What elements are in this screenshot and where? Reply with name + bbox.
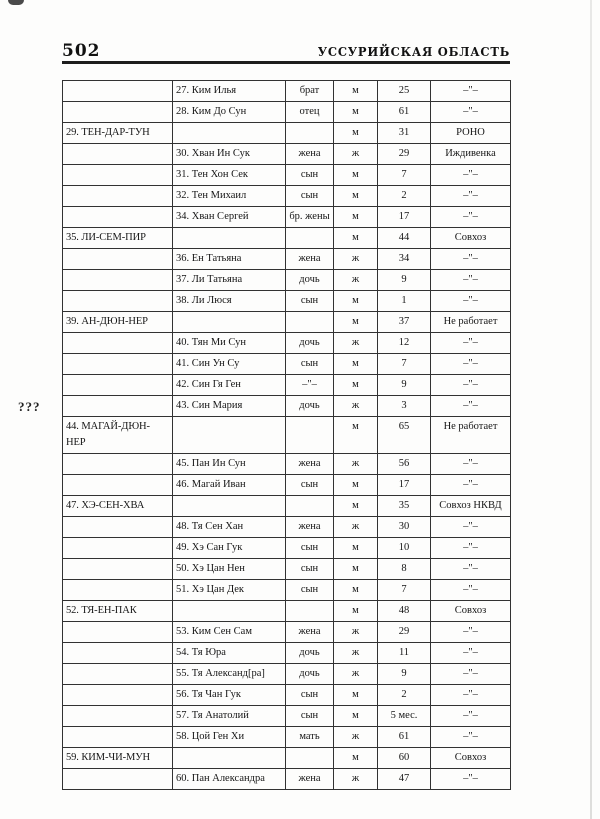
cell-name: [173, 748, 286, 769]
cell-name: 49. Хэ Сан Гук: [173, 538, 286, 559]
cell-status: Совхоз: [431, 748, 511, 769]
cell-status: –"–: [431, 249, 511, 270]
cell-relation: жена: [286, 454, 334, 475]
records-table-wrap: [62, 80, 510, 790]
table-row: [63, 475, 511, 496]
cell-family: [63, 685, 173, 706]
table-row: [63, 396, 511, 417]
cell-gender: ж: [334, 622, 378, 643]
cell-age: 37: [378, 312, 431, 333]
cell-age: 47: [378, 769, 431, 790]
cell-gender: м: [334, 706, 378, 727]
cell-gender: м: [334, 102, 378, 123]
cell-family: 44. МАГАЙ-ДЮН-НЕР: [63, 417, 173, 454]
cell-gender: м: [334, 165, 378, 186]
cell-relation: [286, 496, 334, 517]
table-row: [63, 375, 511, 396]
cell-age: 8: [378, 559, 431, 580]
cell-gender: м: [334, 186, 378, 207]
cell-gender: ж: [334, 249, 378, 270]
cell-status: –"–: [431, 706, 511, 727]
cell-age: 34: [378, 249, 431, 270]
cell-relation: сын: [286, 706, 334, 727]
cell-name: 34. Хван Сергей: [173, 207, 286, 228]
table-row: [63, 664, 511, 685]
cell-age: 65: [378, 417, 431, 454]
table-row: [63, 354, 511, 375]
cell-status: –"–: [431, 517, 511, 538]
cell-relation: –"–: [286, 375, 334, 396]
table-row: [63, 102, 511, 123]
cell-age: 35: [378, 496, 431, 517]
cell-family: [63, 333, 173, 354]
cell-relation: жена: [286, 622, 334, 643]
cell-age: 17: [378, 207, 431, 228]
table-row: [63, 165, 511, 186]
cell-status: –"–: [431, 270, 511, 291]
cell-age: 31: [378, 123, 431, 144]
cell-status: –"–: [431, 354, 511, 375]
cell-family: [63, 186, 173, 207]
margin-note: ???: [18, 399, 41, 414]
cell-age: 48: [378, 601, 431, 622]
cell-status: –"–: [431, 165, 511, 186]
cell-relation: дочь: [286, 270, 334, 291]
cell-gender: м: [334, 228, 378, 249]
cell-gender: ж: [334, 643, 378, 664]
cell-name: 55. Тя Александ[ра]: [173, 664, 286, 685]
cell-family: [63, 396, 173, 417]
cell-age: 61: [378, 102, 431, 123]
cell-status: Не работает: [431, 417, 511, 454]
cell-name: [173, 496, 286, 517]
cell-status: –"–: [431, 622, 511, 643]
cell-name: 38. Ли Люся: [173, 291, 286, 312]
cell-relation: сын: [286, 186, 334, 207]
cell-gender: м: [334, 685, 378, 706]
cell-age: 1: [378, 291, 431, 312]
cell-family: 59. КИМ-ЧИ-МУН: [63, 748, 173, 769]
cell-relation: [286, 748, 334, 769]
cell-gender: м: [334, 417, 378, 454]
cell-relation: жена: [286, 517, 334, 538]
table-row: [63, 207, 511, 228]
cell-relation: сын: [286, 559, 334, 580]
cell-age: 11: [378, 643, 431, 664]
cell-status: –"–: [431, 207, 511, 228]
records-table-body: [63, 81, 511, 790]
cell-family: 52. ТЯ-ЕН-ПАК: [63, 601, 173, 622]
cell-name: 27. Ким Илья: [173, 81, 286, 102]
cell-family: [63, 517, 173, 538]
cell-age: 61: [378, 727, 431, 748]
cell-family: [63, 291, 173, 312]
table-row: [63, 727, 511, 748]
cell-status: –"–: [431, 81, 511, 102]
cell-name: 43. Син Мария: [173, 396, 286, 417]
cell-status: –"–: [431, 643, 511, 664]
cell-gender: ж: [334, 769, 378, 790]
cell-status: –"–: [431, 727, 511, 748]
cell-gender: м: [334, 291, 378, 312]
cell-status: –"–: [431, 102, 511, 123]
cell-name: 31. Тен Хон Сек: [173, 165, 286, 186]
cell-age: 2: [378, 685, 431, 706]
cell-name: 42. Син Гя Ген: [173, 375, 286, 396]
cell-name: 46. Магай Иван: [173, 475, 286, 496]
cell-relation: жена: [286, 144, 334, 165]
cell-family: [63, 270, 173, 291]
cell-name: 40. Тян Ми Сун: [173, 333, 286, 354]
cell-gender: м: [334, 559, 378, 580]
cell-name: 56. Тя Чан Гук: [173, 685, 286, 706]
table-row: [63, 769, 511, 790]
table-row: [63, 312, 511, 333]
cell-relation: дочь: [286, 643, 334, 664]
cell-family: [63, 769, 173, 790]
cell-relation: жена: [286, 769, 334, 790]
cell-relation: [286, 228, 334, 249]
cell-name: [173, 601, 286, 622]
cell-name: 41. Син Ун Су: [173, 354, 286, 375]
cell-relation: дочь: [286, 664, 334, 685]
cell-gender: ж: [334, 333, 378, 354]
cell-relation: [286, 601, 334, 622]
cell-status: –"–: [431, 333, 511, 354]
cell-name: [173, 228, 286, 249]
cell-age: 60: [378, 748, 431, 769]
cell-name: [173, 312, 286, 333]
cell-age: 7: [378, 580, 431, 601]
cell-status: –"–: [431, 769, 511, 790]
cell-status: РОНО: [431, 123, 511, 144]
cell-age: 25: [378, 81, 431, 102]
cell-family: [63, 475, 173, 496]
cell-gender: ж: [334, 454, 378, 475]
table-row: [63, 643, 511, 664]
table-row: [63, 706, 511, 727]
table-row: [63, 81, 511, 102]
table-row: [63, 270, 511, 291]
cell-family: [63, 144, 173, 165]
cell-family: 39. АН-ДЮН-НЕР: [63, 312, 173, 333]
cell-age: 9: [378, 664, 431, 685]
cell-relation: сын: [286, 475, 334, 496]
cell-relation: жена: [286, 249, 334, 270]
cell-gender: ж: [334, 664, 378, 685]
cell-family: 29. ТЕН-ДАР-ТУН: [63, 123, 173, 144]
cell-age: 3: [378, 396, 431, 417]
cell-gender: м: [334, 475, 378, 496]
cell-name: [173, 417, 286, 454]
scan-artifact-page-edge: [590, 0, 592, 819]
cell-family: [63, 538, 173, 559]
cell-name: 53. Ким Сен Сам: [173, 622, 286, 643]
region-title: УССУРИЙСКАЯ ОБЛАСТЬ: [317, 44, 510, 60]
cell-family: [63, 643, 173, 664]
cell-gender: м: [334, 354, 378, 375]
cell-relation: сын: [286, 685, 334, 706]
table-row: [63, 144, 511, 165]
cell-status: –"–: [431, 580, 511, 601]
cell-age: 17: [378, 475, 431, 496]
cell-gender: ж: [334, 144, 378, 165]
cell-gender: м: [334, 580, 378, 601]
table-row: [63, 291, 511, 312]
page-header: [62, 41, 510, 61]
cell-status: Совхоз НКВД: [431, 496, 511, 517]
table-row: [63, 748, 511, 769]
cell-relation: сын: [286, 354, 334, 375]
cell-gender: ж: [334, 517, 378, 538]
cell-family: [63, 375, 173, 396]
cell-status: Иждивенка: [431, 144, 511, 165]
cell-gender: м: [334, 312, 378, 333]
cell-family: 47. ХЭ-СЕН-ХВА: [63, 496, 173, 517]
table-row: [63, 249, 511, 270]
cell-relation: дочь: [286, 333, 334, 354]
cell-family: 35. ЛИ-СЕМ-ПИР: [63, 228, 173, 249]
table-row: [63, 622, 511, 643]
table-row: [63, 601, 511, 622]
table-row: [63, 685, 511, 706]
cell-name: 57. Тя Анатолий: [173, 706, 286, 727]
cell-gender: м: [334, 601, 378, 622]
cell-status: –"–: [431, 664, 511, 685]
cell-name: [173, 123, 286, 144]
cell-family: [63, 81, 173, 102]
header-rule: [62, 61, 510, 64]
cell-age: 56: [378, 454, 431, 475]
cell-status: Не работает: [431, 312, 511, 333]
page-number: 502: [62, 41, 101, 61]
cell-gender: м: [334, 748, 378, 769]
cell-status: –"–: [431, 475, 511, 496]
table-row: [63, 559, 511, 580]
cell-family: [63, 706, 173, 727]
cell-family: [63, 454, 173, 475]
cell-name: 60. Пан Александра: [173, 769, 286, 790]
cell-family: [63, 727, 173, 748]
cell-relation: брат: [286, 81, 334, 102]
cell-age: 29: [378, 622, 431, 643]
cell-status: Совхоз: [431, 228, 511, 249]
cell-gender: м: [334, 538, 378, 559]
cell-age: 44: [378, 228, 431, 249]
cell-relation: дочь: [286, 396, 334, 417]
cell-family: [63, 249, 173, 270]
cell-status: –"–: [431, 685, 511, 706]
cell-status: –"–: [431, 396, 511, 417]
records-table: [62, 80, 511, 790]
cell-status: –"–: [431, 454, 511, 475]
cell-status: –"–: [431, 375, 511, 396]
cell-name: 36. Ен Татьяна: [173, 249, 286, 270]
cell-relation: [286, 312, 334, 333]
cell-gender: ж: [334, 727, 378, 748]
cell-age: 7: [378, 354, 431, 375]
table-row: [63, 123, 511, 144]
cell-name: 45. Пан Ин Сун: [173, 454, 286, 475]
table-row: [63, 454, 511, 475]
cell-age: 12: [378, 333, 431, 354]
cell-relation: [286, 123, 334, 144]
cell-gender: м: [334, 207, 378, 228]
cell-age: 7: [378, 165, 431, 186]
cell-gender: ж: [334, 270, 378, 291]
cell-relation: сын: [286, 291, 334, 312]
cell-age: 2: [378, 186, 431, 207]
table-row: [63, 333, 511, 354]
table-row: [63, 186, 511, 207]
cell-relation: сын: [286, 538, 334, 559]
table-row: [63, 538, 511, 559]
cell-relation: [286, 417, 334, 454]
cell-status: –"–: [431, 186, 511, 207]
table-row: [63, 580, 511, 601]
cell-status: Совхоз: [431, 601, 511, 622]
cell-gender: м: [334, 496, 378, 517]
cell-name: 58. Цой Ген Хи: [173, 727, 286, 748]
cell-name: 30. Хван Ин Сук: [173, 144, 286, 165]
cell-age: 5 мес.: [378, 706, 431, 727]
cell-status: –"–: [431, 559, 511, 580]
cell-family: [63, 622, 173, 643]
cell-name: 28. Ким До Сун: [173, 102, 286, 123]
cell-relation: отец: [286, 102, 334, 123]
cell-name: 37. Ли Татьяна: [173, 270, 286, 291]
cell-age: 9: [378, 375, 431, 396]
cell-name: 54. Тя Юра: [173, 643, 286, 664]
cell-relation: мать: [286, 727, 334, 748]
cell-gender: ж: [334, 396, 378, 417]
table-row: [63, 496, 511, 517]
cell-name: 50. Хэ Цан Нен: [173, 559, 286, 580]
cell-family: [63, 354, 173, 375]
cell-relation: бр. жены: [286, 207, 334, 228]
scan-artifact-corner: [8, 0, 24, 5]
table-row: [63, 517, 511, 538]
cell-family: [63, 102, 173, 123]
cell-status: –"–: [431, 538, 511, 559]
cell-name: 48. Тя Сен Хан: [173, 517, 286, 538]
cell-family: [63, 664, 173, 685]
cell-gender: м: [334, 375, 378, 396]
cell-family: [63, 207, 173, 228]
cell-name: 32. Тен Михаил: [173, 186, 286, 207]
cell-status: –"–: [431, 291, 511, 312]
cell-age: 9: [378, 270, 431, 291]
cell-gender: м: [334, 81, 378, 102]
cell-family: [63, 559, 173, 580]
cell-family: [63, 165, 173, 186]
cell-age: 30: [378, 517, 431, 538]
table-row: [63, 228, 511, 249]
cell-age: 10: [378, 538, 431, 559]
cell-gender: м: [334, 123, 378, 144]
table-row: [63, 417, 511, 454]
cell-name: 51. Хэ Цан Дек: [173, 580, 286, 601]
cell-relation: сын: [286, 165, 334, 186]
cell-family: [63, 580, 173, 601]
cell-relation: сын: [286, 580, 334, 601]
cell-age: 29: [378, 144, 431, 165]
